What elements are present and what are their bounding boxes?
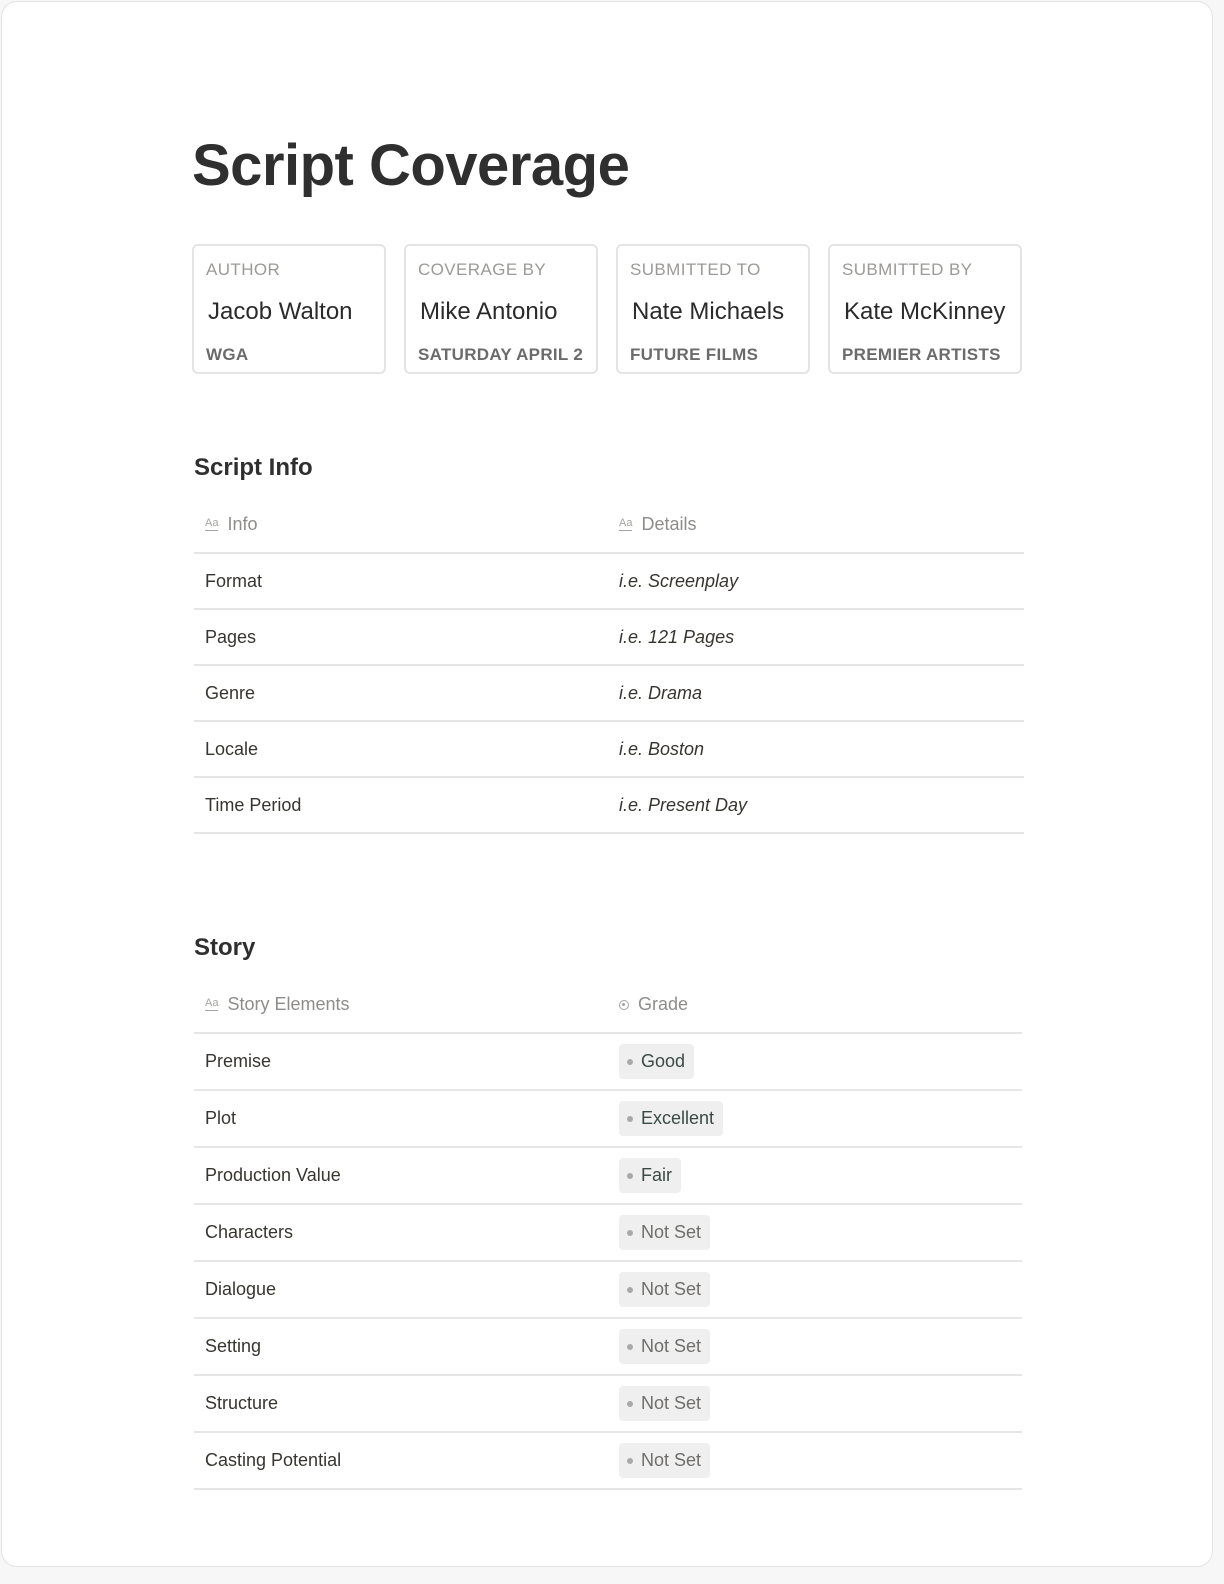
card-name: Nate Michaels: [632, 298, 785, 325]
card-label: AUTHOR: [206, 260, 281, 279]
grade-cell[interactable]: [619, 1376, 710, 1431]
text-property-icon: Aa: [619, 517, 633, 529]
grade-label: Not Set: [641, 1222, 702, 1242]
element-cell[interactable]: Setting: [205, 1336, 262, 1356]
grade-cell[interactable]: [619, 1205, 710, 1260]
element-cell[interactable]: Plot: [205, 1108, 237, 1128]
info-cell[interactable]: Locale: [205, 738, 259, 759]
card-submitted-by[interactable]: [828, 244, 1022, 374]
column-label: Details: [641, 514, 697, 534]
grade-cell[interactable]: [619, 1091, 723, 1146]
table-row[interactable]: [194, 722, 1024, 778]
table-row[interactable]: [194, 666, 1024, 722]
table-header: [194, 497, 1024, 554]
table-row[interactable]: [194, 1091, 1022, 1148]
info-cell[interactable]: Genre: [205, 682, 256, 703]
element-cell[interactable]: Casting Potential: [205, 1450, 342, 1470]
card-name: Kate McKinney: [844, 298, 1006, 325]
grade-tag[interactable]: [619, 1215, 710, 1250]
grade-tag[interactable]: [619, 1101, 723, 1136]
dot-icon: [627, 1287, 633, 1293]
page-title: Script Coverage: [192, 133, 630, 198]
grade-label: Not Set: [641, 1336, 702, 1356]
info-cell[interactable]: Format: [205, 570, 263, 591]
grade-tag[interactable]: [619, 1272, 710, 1307]
column-header-details[interactable]: [619, 497, 697, 552]
grade-cell[interactable]: [619, 1262, 710, 1317]
card-sub: WGA: [206, 345, 249, 364]
story-heading: Story: [194, 934, 256, 961]
column-header-info[interactable]: [205, 497, 258, 552]
column-header-story-elements[interactable]: [205, 977, 350, 1032]
element-cell[interactable]: Dialogue: [205, 1279, 277, 1299]
details-cell[interactable]: i.e. Screenplay: [619, 570, 739, 591]
grade-label: Fair: [641, 1165, 672, 1185]
card-label: COVERAGE BY: [418, 260, 547, 279]
grade-tag[interactable]: [619, 1443, 710, 1478]
details-cell[interactable]: i.e. Present Day: [619, 794, 748, 815]
table-row[interactable]: [194, 778, 1024, 834]
column-label: Story Elements: [227, 994, 350, 1014]
dot-icon: [627, 1059, 633, 1065]
table-row[interactable]: [194, 610, 1024, 666]
grade-tag[interactable]: [619, 1044, 694, 1079]
coverage-cards: [192, 244, 1024, 378]
info-cell[interactable]: Time Period: [205, 794, 302, 815]
element-cell[interactable]: Characters: [205, 1222, 294, 1242]
card-sub: FUTURE FILMS: [630, 345, 759, 364]
grade-label: Not Set: [641, 1450, 702, 1470]
card-sub: PREMIER ARTISTS: [842, 345, 1001, 364]
table-row[interactable]: [194, 554, 1024, 610]
grade-tag[interactable]: [619, 1329, 710, 1364]
column-label: Info: [227, 514, 258, 534]
dot-icon: [627, 1401, 633, 1407]
grade-cell[interactable]: [619, 1034, 694, 1089]
dot-icon: [627, 1458, 633, 1464]
table-row[interactable]: [194, 1262, 1022, 1319]
page-frame: [1, 1, 1213, 1567]
dot-icon: [627, 1116, 633, 1122]
details-cell[interactable]: i.e. Drama: [619, 682, 703, 703]
card-author[interactable]: [192, 244, 386, 374]
story-table: [194, 977, 1022, 1490]
element-cell[interactable]: Premise: [205, 1051, 272, 1071]
select-property-icon: [619, 1000, 629, 1010]
text-property-icon: Aa: [205, 997, 219, 1009]
grade-tag[interactable]: [619, 1158, 681, 1193]
grade-tag[interactable]: [619, 1386, 710, 1421]
table-row[interactable]: [194, 1034, 1022, 1091]
card-submitted-to[interactable]: [616, 244, 810, 374]
column-header-grade[interactable]: [619, 977, 688, 1032]
script-info-table: [194, 497, 1024, 834]
grade-cell[interactable]: [619, 1319, 710, 1374]
grade-label: Not Set: [641, 1393, 702, 1413]
dot-icon: [627, 1344, 633, 1350]
table-row[interactable]: [194, 1205, 1022, 1262]
table-row[interactable]: [194, 1319, 1022, 1376]
dot-icon: [627, 1230, 633, 1236]
grade-label: Not Set: [641, 1279, 702, 1299]
info-cell[interactable]: Pages: [205, 626, 257, 647]
card-label: SUBMITTED BY: [842, 260, 973, 279]
card-name: Mike Antonio: [420, 298, 558, 325]
text-property-icon: Aa: [205, 517, 219, 529]
grade-label: Excellent: [641, 1108, 715, 1128]
table-row[interactable]: [194, 1433, 1022, 1490]
card-name: Jacob Walton: [208, 298, 353, 325]
card-coverage-by[interactable]: [404, 244, 598, 374]
card-sub: SATURDAY APRIL 2: [418, 345, 584, 364]
table-header: [194, 977, 1022, 1034]
details-cell[interactable]: i.e. 121 Pages: [619, 626, 735, 647]
script-info-heading: Script Info: [194, 454, 313, 481]
element-cell[interactable]: Production Value: [205, 1165, 341, 1185]
column-label: Grade: [638, 994, 689, 1014]
dot-icon: [627, 1173, 633, 1179]
element-cell[interactable]: Structure: [205, 1393, 279, 1413]
table-row[interactable]: [194, 1148, 1022, 1205]
card-label: SUBMITTED TO: [630, 260, 761, 279]
table-row[interactable]: [194, 1376, 1022, 1433]
grade-cell[interactable]: [619, 1433, 710, 1488]
details-cell[interactable]: i.e. Boston: [619, 738, 705, 759]
grade-label: Good: [641, 1051, 686, 1071]
grade-cell[interactable]: [619, 1148, 681, 1203]
